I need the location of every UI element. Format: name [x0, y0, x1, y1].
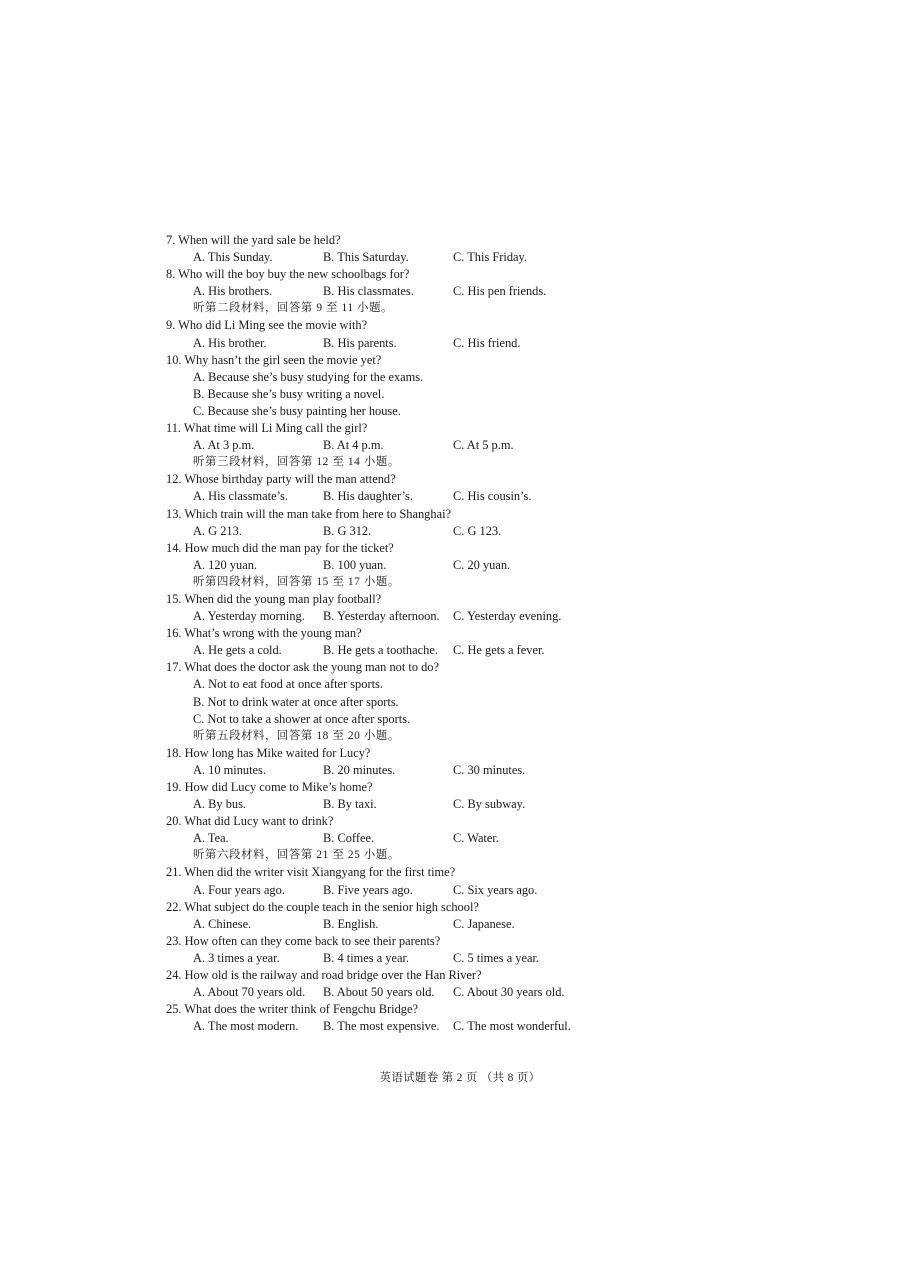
answer-option-b: B. 4 times a year.: [323, 950, 410, 965]
question-text: 10. Why hasn’t the girl seen the movie yet?: [166, 352, 382, 367]
answer-option-a: A. Yesterday morning.: [193, 609, 305, 624]
answer-option-c: C. This Friday.: [453, 250, 528, 265]
answer-option-b: B. His parents.: [323, 335, 397, 350]
answer-option-c: C. He gets a fever.: [453, 643, 545, 658]
answer-options-row: [166, 1018, 586, 1035]
answer-option-b: B. By taxi.: [323, 797, 377, 812]
answer-option: C. Not to take a shower at once after sports.: [193, 711, 411, 726]
answer-option-b: B. 100 yuan.: [323, 557, 387, 572]
answer-option-b: B. About 50 years old.: [323, 985, 435, 1000]
answer-option-b: B. Yesterday afternoon.: [323, 609, 440, 624]
section-instruction: 听第三段材料，回答第 12 至 14 小题。: [193, 456, 400, 469]
question-text: 7. When will the yard sale be held?: [166, 233, 341, 247]
answer-options-row: [166, 642, 586, 659]
answer-option-a: A. At 3 p.m.: [193, 438, 255, 453]
answer-option-b: B. His daughter’s.: [323, 489, 413, 504]
question-text: 13. Which train will the man take from here to Shanghai?: [166, 506, 452, 521]
answer-option-b: B. This Saturday.: [323, 250, 409, 265]
answer-option-b: B. G 312.: [323, 523, 372, 538]
question-text: 9. Who did Li Ming see the movie with?: [166, 318, 368, 333]
answer-option-b: B. 20 minutes.: [323, 762, 396, 777]
answer-option-a: A. By bus.: [193, 797, 247, 812]
answer-option-c: C. Yesterday evening.: [453, 609, 562, 624]
section-instruction: 听第四段材料，回答第 15 至 17 小题。: [193, 575, 400, 588]
answer-option-a: A. 10 minutes.: [193, 762, 266, 777]
question-text: 25. What does the writer think of Fengchu Bridge?: [166, 1002, 418, 1017]
question-text: 17. What does the doctor ask the young man not to do?: [166, 660, 439, 675]
answer-options-row: [166, 523, 586, 540]
question-text: 21. When did the writer visit Xiangyang for the first time?: [166, 865, 456, 880]
answer-option: B. Not to drink water at once after sports.: [193, 694, 399, 709]
answer-option-c: C. 30 minutes.: [453, 762, 526, 777]
answer-option: A. Not to eat food at once after sports.: [193, 677, 383, 692]
answer-options-row: [166, 762, 586, 779]
answer-option-c: C. His friend.: [453, 335, 521, 350]
answer-option-c: C. Six years ago.: [453, 882, 538, 897]
question-text: 8. Who will the boy buy the new schoolbags for?: [166, 267, 410, 282]
answer-option-a: A. He gets a cold.: [193, 643, 282, 658]
question-text: 20. What did Lucy want to drink?: [166, 814, 334, 829]
answer-options-row: [166, 283, 586, 300]
section-instruction: 听第二段材料，回答第 9 至 11 小题。: [193, 302, 394, 315]
question-list: [166, 232, 586, 1035]
question-text: 14. How much did the man pay for the ticket?: [166, 540, 394, 555]
answer-option-a: A. His brother.: [193, 335, 267, 350]
answer-option-c: C. About 30 years old.: [453, 985, 565, 1000]
question-text: 16. What’s wrong with the young man?: [166, 626, 362, 641]
answer-option-c: C. Japanese.: [453, 916, 515, 931]
answer-option-b: B. His classmates.: [323, 284, 414, 299]
answer-option: B. Because she’s busy writing a novel.: [193, 386, 385, 401]
answer-options-row: [166, 488, 586, 505]
answer-option-a: A. The most modern.: [193, 1019, 299, 1034]
answer-option-a: A. His classmate’s.: [193, 489, 288, 504]
answer-option-b: B. Coffee.: [323, 831, 375, 846]
answer-option-c: C. At 5 p.m.: [453, 438, 514, 453]
answer-option-a: A. Four years ago.: [193, 882, 285, 897]
answer-option-c: C. Water.: [453, 831, 499, 846]
answer-option: A. Because she’s busy studying for the exams.: [193, 369, 424, 384]
answer-option-a: A. Chinese.: [193, 916, 252, 931]
answer-options-row: [166, 830, 586, 847]
answer-options-row: [166, 335, 586, 352]
answer-option-c: C. By subway.: [453, 797, 526, 812]
answer-options-row: [166, 608, 586, 625]
answer-options-row: [166, 249, 586, 266]
answer-option-b: B. The most expensive.: [323, 1019, 440, 1034]
answer-option-a: A. His brothers.: [193, 284, 273, 299]
answer-options-row: [166, 984, 586, 1001]
question-text: 12. Whose birthday party will the man attend?: [166, 472, 396, 487]
answer-option-c: C. 20 yuan.: [453, 557, 511, 572]
question-text: 22. What subject do the couple teach in the senior high school?: [166, 899, 479, 914]
question-text: 24. How old is the railway and road bridge over the Han River?: [166, 968, 482, 983]
answer-option-c: C. G 123.: [453, 523, 502, 538]
page-footer: 英语试题卷 第 2 页 （共 8 页）: [379, 1072, 541, 1084]
section-instruction: 听第六段材料，回答第 21 至 25 小题。: [193, 849, 400, 862]
answer-option-b: B. At 4 p.m.: [323, 438, 384, 453]
answer-option-b: B. He gets a toothache.: [323, 643, 438, 658]
answer-options-row: [166, 796, 586, 813]
answer-options-row: [166, 950, 586, 967]
answer-option-a: A. Tea.: [193, 831, 229, 846]
answer-option-a: A. 3 times a year.: [193, 950, 280, 965]
answer-option-a: A. 120 yuan.: [193, 557, 258, 572]
question-text: 11. What time will Li Ming call the girl?: [166, 421, 368, 436]
answer-option-a: A. This Sunday.: [193, 250, 273, 265]
answer-option-c: C. His pen friends.: [453, 284, 547, 299]
answer-option-a: A. G 213.: [193, 523, 242, 538]
answer-options-row: [166, 916, 586, 933]
answer-options-row: [166, 882, 586, 899]
answer-option: C. Because she’s busy painting her house.: [193, 403, 401, 418]
answer-options-row: [166, 437, 586, 454]
answer-option-a: A. About 70 years old.: [193, 985, 306, 1000]
section-instruction: 听第五段材料，回答第 18 至 20 小题。: [193, 729, 400, 742]
answer-option-b: B. English.: [323, 916, 379, 931]
answer-option-c: C. 5 times a year.: [453, 950, 540, 965]
question-text: 18. How long has Mike waited for Lucy?: [166, 745, 371, 760]
question-text: 23. How often can they come back to see their parents?: [166, 933, 441, 948]
answer-option-c: C. His cousin’s.: [453, 489, 532, 504]
answer-options-row: [166, 557, 586, 574]
answer-option-b: B. Five years ago.: [323, 882, 413, 897]
question-text: 19. How did Lucy come to Mike’s home?: [166, 780, 373, 794]
answer-option-c: C. The most wonderful.: [453, 1019, 571, 1034]
question-text: 15. When did the young man play football?: [166, 591, 382, 606]
